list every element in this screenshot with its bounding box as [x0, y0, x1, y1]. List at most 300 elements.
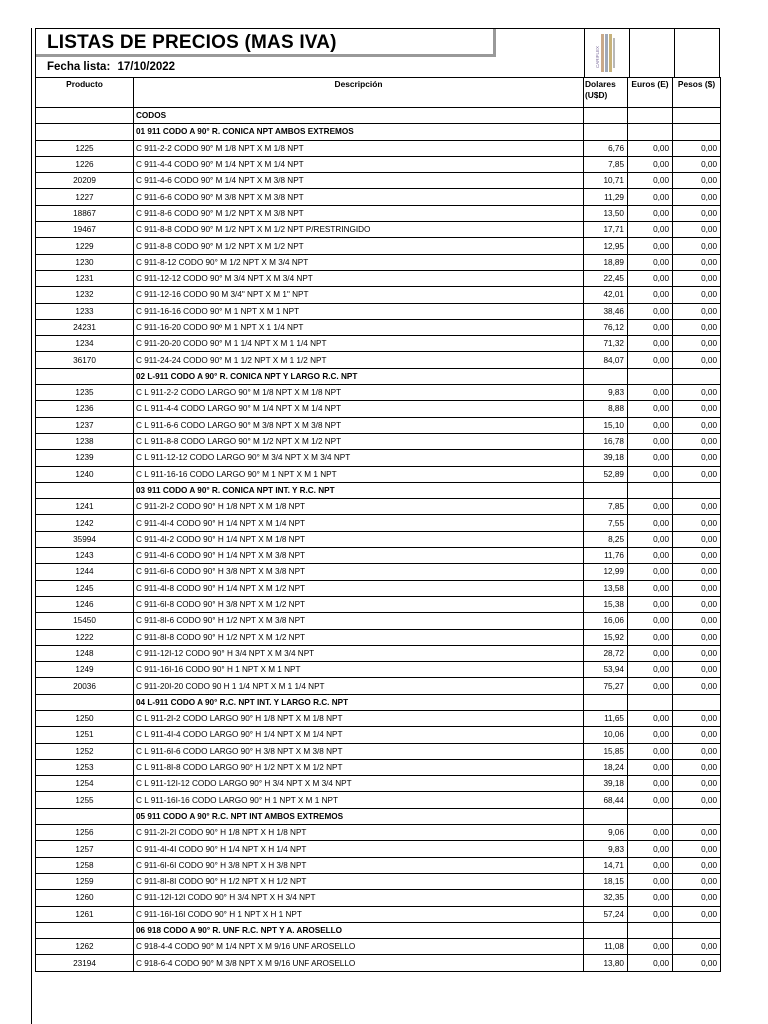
product-code: 1255: [36, 792, 134, 808]
price-ars: 0,00: [673, 222, 721, 238]
cariflex-logo-icon: [593, 32, 619, 74]
ars-cell: [673, 124, 721, 140]
product-code: 24231: [36, 319, 134, 335]
price-usd: 11,29: [584, 189, 628, 205]
logo-side-cell: [629, 29, 675, 77]
price-ars: 0,00: [673, 385, 721, 401]
table-row: [36, 580, 721, 596]
product-code: 18867: [36, 205, 134, 221]
ars-cell: [673, 808, 721, 824]
product-description: C 911-2I-2 CODO 90° H 1/8 NPT X M 1/8 NPT: [134, 499, 584, 515]
product-code: 1252: [36, 743, 134, 759]
product-description: C 911-4I-6 CODO 90° H 1/4 NPT X M 3/8 NPT: [134, 548, 584, 564]
price-usd: 18,89: [584, 254, 628, 270]
price-usd: 68,44: [584, 792, 628, 808]
table-row: [36, 759, 721, 775]
price-ars: 0,00: [673, 450, 721, 466]
price-eur: 0,00: [628, 890, 673, 906]
product-description: C 911-16-16 CODO 90° M 1 NPT X M 1 NPT: [134, 303, 584, 319]
price-ars: 0,00: [673, 727, 721, 743]
price-list-sheet: [35, 28, 720, 972]
price-eur: 0,00: [628, 548, 673, 564]
title-box: [36, 29, 496, 57]
table-row: [36, 548, 721, 564]
price-ars: 0,00: [673, 955, 721, 971]
price-ars: 0,00: [673, 417, 721, 433]
section-title: 01 911 CODO A 90° R. CONICA NPT AMBOS EXTREMOS: [134, 124, 584, 140]
product-code: 1261: [36, 906, 134, 922]
product-code: 1244: [36, 564, 134, 580]
price-ars: 0,00: [673, 401, 721, 417]
price-eur: 0,00: [628, 939, 673, 955]
price-ars: 0,00: [673, 303, 721, 319]
price-usd: 76,12: [584, 319, 628, 335]
table-row: [36, 450, 721, 466]
price-eur: 0,00: [628, 205, 673, 221]
table-row: [36, 841, 721, 857]
price-eur: 0,00: [628, 873, 673, 889]
usd-cell: [584, 368, 628, 384]
price-eur: 0,00: [628, 499, 673, 515]
price-ars: 0,00: [673, 792, 721, 808]
product-description: C L 911-16-16 CODO LARGO 90° M 1 NPT X M 1 NPT: [134, 466, 584, 482]
price-usd: 39,18: [584, 450, 628, 466]
product-cell: [36, 124, 134, 140]
product-code: 1248: [36, 645, 134, 661]
price-ars: 0,00: [673, 613, 721, 629]
price-ars: 0,00: [673, 596, 721, 612]
product-description: C 911-6I-8 CODO 90° H 3/8 NPT X M 1/2 NPT: [134, 596, 584, 612]
table-row: [36, 385, 721, 401]
price-usd: 75,27: [584, 678, 628, 694]
table-row: [36, 955, 721, 971]
price-ars: 0,00: [673, 743, 721, 759]
price-usd: 16,78: [584, 433, 628, 449]
logo-cell: [584, 29, 630, 77]
table-row: [36, 433, 721, 449]
product-description: C 911-8I-8 CODO 90° H 1/2 NPT X M 1/2 NPT: [134, 629, 584, 645]
table-row: [36, 890, 721, 906]
price-ars: 0,00: [673, 662, 721, 678]
product-description: C 911-6I-6 CODO 90° H 3/8 NPT X M 3/8 NPT: [134, 564, 584, 580]
product-description: C 911-4I-4 CODO 90° H 1/4 NPT X M 1/4 NPT: [134, 515, 584, 531]
product-description: C L 911-6-6 CODO LARGO 90° M 3/8 NPT X M 3/8 NPT: [134, 417, 584, 433]
price-usd: 12,99: [584, 564, 628, 580]
list-date-label: Fecha lista:: [47, 61, 111, 73]
eur-cell: [628, 124, 673, 140]
eur-cell: [628, 694, 673, 710]
product-description: C 911-8I-6 CODO 90° H 1/2 NPT X M 3/8 NPT: [134, 613, 584, 629]
eur-cell: [628, 482, 673, 498]
product-code: 36170: [36, 352, 134, 368]
product-code: 1232: [36, 287, 134, 303]
product-description: C L 911-6I-6 CODO LARGO 90° H 3/8 NPT X M 3/8 NPT: [134, 743, 584, 759]
price-eur: 0,00: [628, 303, 673, 319]
price-ars: 0,00: [673, 678, 721, 694]
price-ars: 0,00: [673, 645, 721, 661]
price-usd: 39,18: [584, 776, 628, 792]
sheet-header: [35, 28, 720, 77]
product-description: C 911-20-20 CODO 90° M 1 1/4 NPT X M 1 1/4 NPT: [134, 336, 584, 352]
product-description: C 911-16-20 CODO 90º M 1 NPT X 1 1/4 NPT: [134, 319, 584, 335]
price-ars: 0,00: [673, 205, 721, 221]
price-ars: 0,00: [673, 352, 721, 368]
price-usd: 52,89: [584, 466, 628, 482]
product-code: 1260: [36, 890, 134, 906]
product-cell: [36, 922, 134, 938]
table-row: [36, 205, 721, 221]
price-ars: 0,00: [673, 710, 721, 726]
product-description: C 911-8-12 CODO 90° M 1/2 NPT X M 3/4 NPT: [134, 254, 584, 270]
col-header-euros: Euros (E): [628, 78, 673, 108]
ars-cell: [673, 108, 721, 124]
page-left-border: [31, 28, 32, 1024]
product-code: 1237: [36, 417, 134, 433]
product-code: 1231: [36, 270, 134, 286]
product-code: 1233: [36, 303, 134, 319]
price-eur: 0,00: [628, 776, 673, 792]
product-description: C 911-12I-12I CODO 90° H 3/4 NPT X H 3/4 NPT: [134, 890, 584, 906]
table-row: [36, 710, 721, 726]
product-description: C L 911-4I-4 CODO LARGO 90° H 1/4 NPT X M 1/4 NPT: [134, 727, 584, 743]
product-code: 20209: [36, 173, 134, 189]
price-ars: 0,00: [673, 776, 721, 792]
table-row: [36, 303, 721, 319]
price-ars: 0,00: [673, 173, 721, 189]
table-row: [36, 873, 721, 889]
product-code: 23194: [36, 955, 134, 971]
product-code: 1246: [36, 596, 134, 612]
price-usd: 13,58: [584, 580, 628, 596]
ars-cell: [673, 694, 721, 710]
price-ars: 0,00: [673, 857, 721, 873]
price-eur: 0,00: [628, 140, 673, 156]
product-description: C 911-4I-2 CODO 90° H 1/4 NPT X M 1/8 NPT: [134, 531, 584, 547]
price-usd: 18,15: [584, 873, 628, 889]
section-header-row: [36, 368, 721, 384]
col-header-dolares: Dolares (U$D): [584, 78, 628, 108]
price-ars: 0,00: [673, 890, 721, 906]
product-code: 1222: [36, 629, 134, 645]
product-code: 35994: [36, 531, 134, 547]
product-description: C 918-4-4 CODO 90° M 1/4 NPT X M 9/16 UNF AROSELLO: [134, 939, 584, 955]
price-usd: 57,24: [584, 906, 628, 922]
price-ars: 0,00: [673, 580, 721, 596]
product-code: 1251: [36, 727, 134, 743]
price-usd: 32,35: [584, 890, 628, 906]
table-row: [36, 254, 721, 270]
product-code: 1254: [36, 776, 134, 792]
price-table-body: [36, 108, 721, 972]
col-header-producto: Producto: [36, 78, 134, 108]
section-title: 06 918 CODO A 90° R. UNF R.C. NPT Y A. AROSELLO: [134, 922, 584, 938]
price-usd: 18,24: [584, 759, 628, 775]
price-eur: 0,00: [628, 222, 673, 238]
table-row: [36, 352, 721, 368]
table-row: [36, 596, 721, 612]
product-code: 1258: [36, 857, 134, 873]
product-description: C L 911-16I-16 CODO LARGO 90° H 1 NPT X M 1 NPT: [134, 792, 584, 808]
product-code: 1235: [36, 385, 134, 401]
price-ars: 0,00: [673, 156, 721, 172]
product-description: C L 911-12-12 CODO LARGO 90° M 3/4 NPT X M 3/4 NPT: [134, 450, 584, 466]
table-row: [36, 499, 721, 515]
price-ars: 0,00: [673, 759, 721, 775]
price-ars: 0,00: [673, 238, 721, 254]
price-ars: 0,00: [673, 499, 721, 515]
table-row: [36, 270, 721, 286]
price-eur: 0,00: [628, 531, 673, 547]
price-usd: 9,83: [584, 385, 628, 401]
price-ars: 0,00: [673, 466, 721, 482]
table-row: [36, 336, 721, 352]
price-eur: 0,00: [628, 173, 673, 189]
usd-cell: [584, 808, 628, 824]
price-ars: 0,00: [673, 548, 721, 564]
product-description: C L 911-8I-8 CODO LARGO 90° H 1/2 NPT X M 1/2 NPT: [134, 759, 584, 775]
product-code: 1227: [36, 189, 134, 205]
table-row: [36, 173, 721, 189]
product-cell: [36, 108, 134, 124]
ars-cell: [673, 922, 721, 938]
product-description: C 911-8-8 CODO 90° M 1/2 NPT X M 1/2 NPT: [134, 238, 584, 254]
section-title: 03 911 CODO A 90° R. CONICA NPT INT. Y R.C. NPT: [134, 482, 584, 498]
price-usd: 7,55: [584, 515, 628, 531]
price-usd: 8,25: [584, 531, 628, 547]
product-code: 1230: [36, 254, 134, 270]
product-code: 1225: [36, 140, 134, 156]
product-cell: [36, 694, 134, 710]
eur-cell: [628, 108, 673, 124]
section-header-row: [36, 922, 721, 938]
table-row: [36, 564, 721, 580]
table-row: [36, 417, 721, 433]
price-ars: 0,00: [673, 515, 721, 531]
price-eur: 0,00: [628, 662, 673, 678]
price-usd: 12,95: [584, 238, 628, 254]
price-ars: 0,00: [673, 873, 721, 889]
price-usd: 13,50: [584, 205, 628, 221]
price-ars: 0,00: [673, 319, 721, 335]
price-eur: 0,00: [628, 678, 673, 694]
usd-cell: [584, 108, 628, 124]
price-eur: 0,00: [628, 466, 673, 482]
logo-wordmark: CARIFLEX: [595, 45, 600, 68]
product-description: C 911-8-8 CODO 90° M 1/2 NPT X M 1/2 NPT P/RESTRINGIDO: [134, 222, 584, 238]
table-row: [36, 515, 721, 531]
table-row: [36, 825, 721, 841]
price-eur: 0,00: [628, 270, 673, 286]
price-usd: 9,06: [584, 825, 628, 841]
section-title: CODOS: [134, 108, 584, 124]
price-eur: 0,00: [628, 336, 673, 352]
price-eur: 0,00: [628, 759, 673, 775]
product-code: 15450: [36, 613, 134, 629]
price-usd: 53,94: [584, 662, 628, 678]
product-code: 1253: [36, 759, 134, 775]
product-description: C 911-8-6 CODO 90° M 1/2 NPT X M 3/8 NPT: [134, 205, 584, 221]
price-ars: 0,00: [673, 629, 721, 645]
list-date-value: 17/10/2022: [117, 61, 176, 73]
price-ars: 0,00: [673, 906, 721, 922]
table-row: [36, 287, 721, 303]
price-ars: 0,00: [673, 939, 721, 955]
product-description: C 911-6-6 CODO 90° M 3/8 NPT X M 3/8 NPT: [134, 189, 584, 205]
product-description: C 911-12I-12 CODO 90° H 3/4 NPT X M 3/4 NPT: [134, 645, 584, 661]
price-eur: 0,00: [628, 906, 673, 922]
price-eur: 0,00: [628, 629, 673, 645]
product-cell: [36, 808, 134, 824]
price-usd: 11,65: [584, 710, 628, 726]
eur-cell: [628, 368, 673, 384]
product-code: 1239: [36, 450, 134, 466]
product-code: 20036: [36, 678, 134, 694]
product-description: C 918-6-4 CODO 90° M 3/8 NPT X M 9/16 UNF AROSELLO: [134, 955, 584, 971]
table-row: [36, 939, 721, 955]
price-eur: 0,00: [628, 955, 673, 971]
table-row: [36, 857, 721, 873]
price-eur: 0,00: [628, 401, 673, 417]
price-usd: 15,10: [584, 417, 628, 433]
table-row: [36, 238, 721, 254]
product-description: C 911-24-24 CODO 90° M 1 1/2 NPT X M 1 1/2 NPT: [134, 352, 584, 368]
usd-cell: [584, 694, 628, 710]
table-row: [36, 678, 721, 694]
price-usd: 38,46: [584, 303, 628, 319]
price-ars: 0,00: [673, 336, 721, 352]
section-header-row: [36, 124, 721, 140]
price-usd: 8,88: [584, 401, 628, 417]
product-description: C 911-16I-16 CODO 90° H 1 NPT X M 1 NPT: [134, 662, 584, 678]
price-eur: 0,00: [628, 743, 673, 759]
table-row: [36, 629, 721, 645]
price-eur: 0,00: [628, 287, 673, 303]
price-usd: 6,76: [584, 140, 628, 156]
price-usd: 10,71: [584, 173, 628, 189]
price-ars: 0,00: [673, 433, 721, 449]
price-eur: 0,00: [628, 825, 673, 841]
price-usd: 10,06: [584, 727, 628, 743]
price-ars: 0,00: [673, 531, 721, 547]
product-description: C 911-8I-8I CODO 90° H 1/2 NPT X H 1/2 NPT: [134, 873, 584, 889]
price-usd: 84,07: [584, 352, 628, 368]
product-code: 1236: [36, 401, 134, 417]
table-row: [36, 156, 721, 172]
price-eur: 0,00: [628, 792, 673, 808]
table-row: [36, 466, 721, 482]
usd-cell: [584, 922, 628, 938]
price-ars: 0,00: [673, 287, 721, 303]
product-code: 1234: [36, 336, 134, 352]
product-description: C 911-2I-2I CODO 90° H 1/8 NPT X H 1/8 NPT: [134, 825, 584, 841]
price-eur: 0,00: [628, 710, 673, 726]
price-usd: 7,85: [584, 156, 628, 172]
usd-cell: [584, 124, 628, 140]
table-row: [36, 319, 721, 335]
price-eur: 0,00: [628, 189, 673, 205]
product-code: 1245: [36, 580, 134, 596]
product-description: C 911-4I-8 CODO 90° H 1/4 NPT X M 1/2 NPT: [134, 580, 584, 596]
product-code: 19467: [36, 222, 134, 238]
price-eur: 0,00: [628, 613, 673, 629]
product-description: C 911-20I-20 CODO 90 H 1 1/4 NPT X M 1 1/4 NPT: [134, 678, 584, 694]
product-code: 1229: [36, 238, 134, 254]
table-header-row: [36, 78, 721, 108]
table-row: [36, 662, 721, 678]
product-description: C 911-4-6 CODO 90° M 1/4 NPT X M 3/8 NPT: [134, 173, 584, 189]
section-header-row: [36, 482, 721, 498]
price-eur: 0,00: [628, 385, 673, 401]
price-eur: 0,00: [628, 857, 673, 873]
table-row: [36, 776, 721, 792]
price-ars: 0,00: [673, 189, 721, 205]
product-description: C 911-4-4 CODO 90° M 1/4 NPT X M 1/4 NPT: [134, 156, 584, 172]
product-description: C 911-12-16 CODO 90 M 3/4" NPT X M 1" NPT: [134, 287, 584, 303]
price-usd: 15,85: [584, 743, 628, 759]
product-code: 1243: [36, 548, 134, 564]
price-eur: 0,00: [628, 417, 673, 433]
product-code: 1238: [36, 433, 134, 449]
table-row: [36, 401, 721, 417]
table-row: [36, 743, 721, 759]
section-header-row: [36, 808, 721, 824]
ars-cell: [673, 482, 721, 498]
price-ars: 0,00: [673, 140, 721, 156]
col-header-pesos: Pesos ($): [673, 78, 721, 108]
product-description: C L 911-2-2 CODO LARGO 90° M 1/8 NPT X M 1/8 NPT: [134, 385, 584, 401]
product-description: C 911-2-2 CODO 90° M 1/8 NPT X M 1/8 NPT: [134, 140, 584, 156]
price-usd: 15,92: [584, 629, 628, 645]
product-code: 1262: [36, 939, 134, 955]
price-table: [35, 77, 721, 972]
ars-cell: [673, 368, 721, 384]
product-description: C L 911-2I-2 CODO LARGO 90° H 1/8 NPT X M 1/8 NPT: [134, 710, 584, 726]
price-usd: 28,72: [584, 645, 628, 661]
price-eur: 0,00: [628, 156, 673, 172]
price-usd: 11,76: [584, 548, 628, 564]
table-row: [36, 645, 721, 661]
product-code: 1240: [36, 466, 134, 482]
section-header-row: [36, 108, 721, 124]
price-usd: 15,38: [584, 596, 628, 612]
product-description: C 911-12-12 CODO 90° M 3/4 NPT X M 3/4 NPT: [134, 270, 584, 286]
price-usd: 13,80: [584, 955, 628, 971]
list-date: [47, 61, 175, 73]
table-row: [36, 222, 721, 238]
product-description: C L 911-8-8 CODO LARGO 90° M 1/2 NPT X M 1/2 NPT: [134, 433, 584, 449]
section-title: 04 L-911 CODO A 90° R.C. NPT INT. Y LARGO R.C. NPT: [134, 694, 584, 710]
price-eur: 0,00: [628, 515, 673, 531]
table-row: [36, 906, 721, 922]
product-cell: [36, 482, 134, 498]
product-code: 1250: [36, 710, 134, 726]
price-eur: 0,00: [628, 841, 673, 857]
product-description: C 911-16I-16I CODO 90° H 1 NPT X H 1 NPT: [134, 906, 584, 922]
table-row: [36, 613, 721, 629]
price-usd: 42,01: [584, 287, 628, 303]
price-usd: 16,06: [584, 613, 628, 629]
price-eur: 0,00: [628, 319, 673, 335]
price-usd: 22,45: [584, 270, 628, 286]
price-eur: 0,00: [628, 645, 673, 661]
eur-cell: [628, 922, 673, 938]
product-code: 1242: [36, 515, 134, 531]
price-eur: 0,00: [628, 564, 673, 580]
price-eur: 0,00: [628, 580, 673, 596]
price-ars: 0,00: [673, 254, 721, 270]
price-eur: 0,00: [628, 238, 673, 254]
price-ars: 0,00: [673, 564, 721, 580]
